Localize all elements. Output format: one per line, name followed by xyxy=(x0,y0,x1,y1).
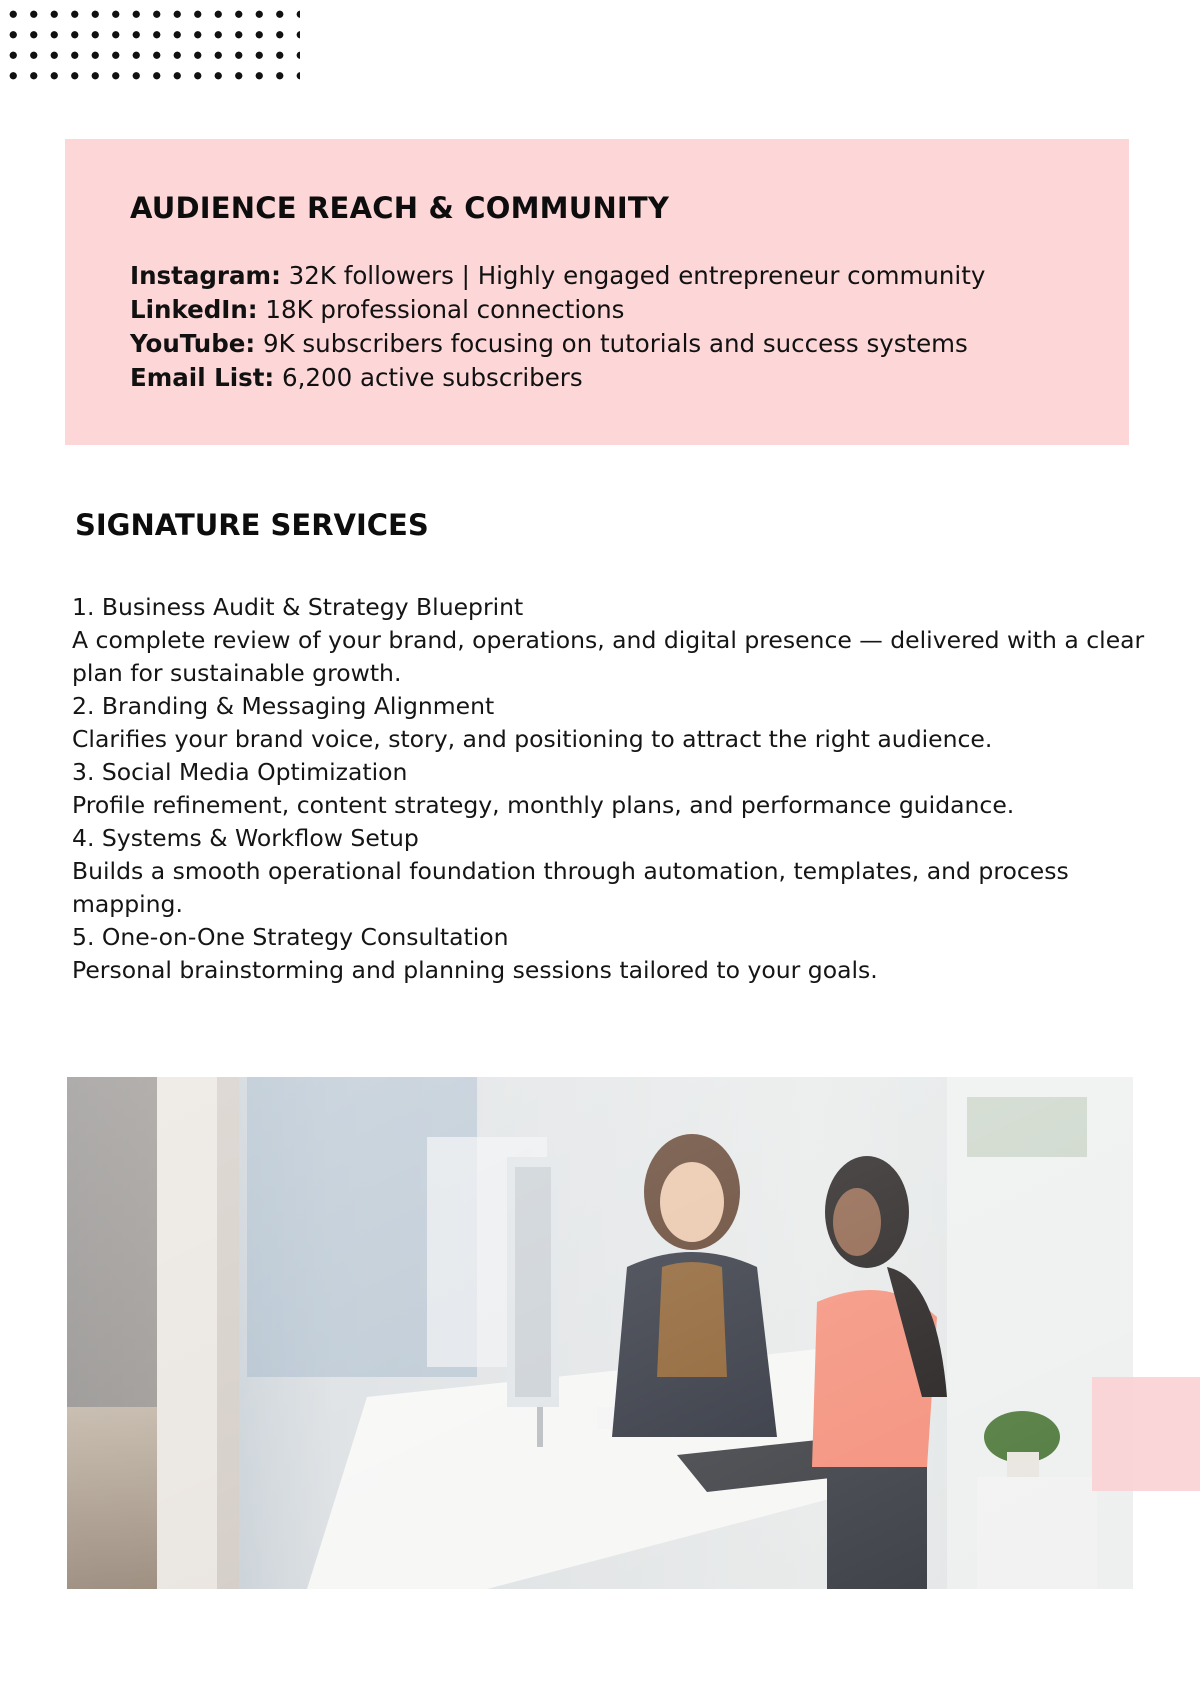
office-meeting-photo xyxy=(67,1077,1133,1589)
service-description: A complete review of your brand, operations, and digital presence — delivered with a clear plan for sustainable growth. xyxy=(72,626,1145,687)
signature-services-list xyxy=(72,591,1147,987)
audience-reach-list xyxy=(130,259,985,395)
service-description: Builds a smooth operational foundation through automation, templates, and process mapping. xyxy=(72,857,1069,918)
platform-detail: 9K subscribers focusing on tutorials and success systems xyxy=(255,329,968,358)
platform-detail: 32K followers | Highly engaged entrepreneur community xyxy=(280,261,986,290)
audience-item-email-list xyxy=(130,361,985,395)
audience-item-instagram xyxy=(130,259,985,293)
service-description: Personal brainstorming and planning sessions tailored to your goals. xyxy=(72,956,878,984)
dot-pattern-decoration xyxy=(0,0,300,85)
signature-services-title: SIGNATURE SERVICES xyxy=(75,508,429,542)
platform-label: Email List: xyxy=(130,363,275,392)
audience-item-youtube xyxy=(130,327,985,361)
service-name: 4. Systems & Workflow Setup xyxy=(72,824,419,852)
audience-item-linkedin xyxy=(130,293,985,327)
platform-detail: 18K professional connections xyxy=(257,295,625,324)
service-name: 3. Social Media Optimization xyxy=(72,758,408,786)
service-name: 5. One-on-One Strategy Consultation xyxy=(72,923,509,951)
platform-label: LinkedIn: xyxy=(130,295,258,324)
service-name: 1. Business Audit & Strategy Blueprint xyxy=(72,593,524,621)
platform-label: Instagram: xyxy=(130,261,281,290)
platform-label: YouTube: xyxy=(130,329,256,358)
audience-reach-title: AUDIENCE REACH & COMMUNITY xyxy=(130,191,670,225)
service-description: Clarifies your brand voice, story, and positioning to attract the right audience. xyxy=(72,725,993,753)
service-description: Profile refinement, content strategy, monthly plans, and performance guidance. xyxy=(72,791,1015,819)
service-name: 2. Branding & Messaging Alignment xyxy=(72,692,495,720)
audience-reach-panel xyxy=(65,139,1129,445)
pink-accent-square xyxy=(1092,1377,1200,1491)
platform-detail: 6,200 active subscribers xyxy=(274,363,583,392)
